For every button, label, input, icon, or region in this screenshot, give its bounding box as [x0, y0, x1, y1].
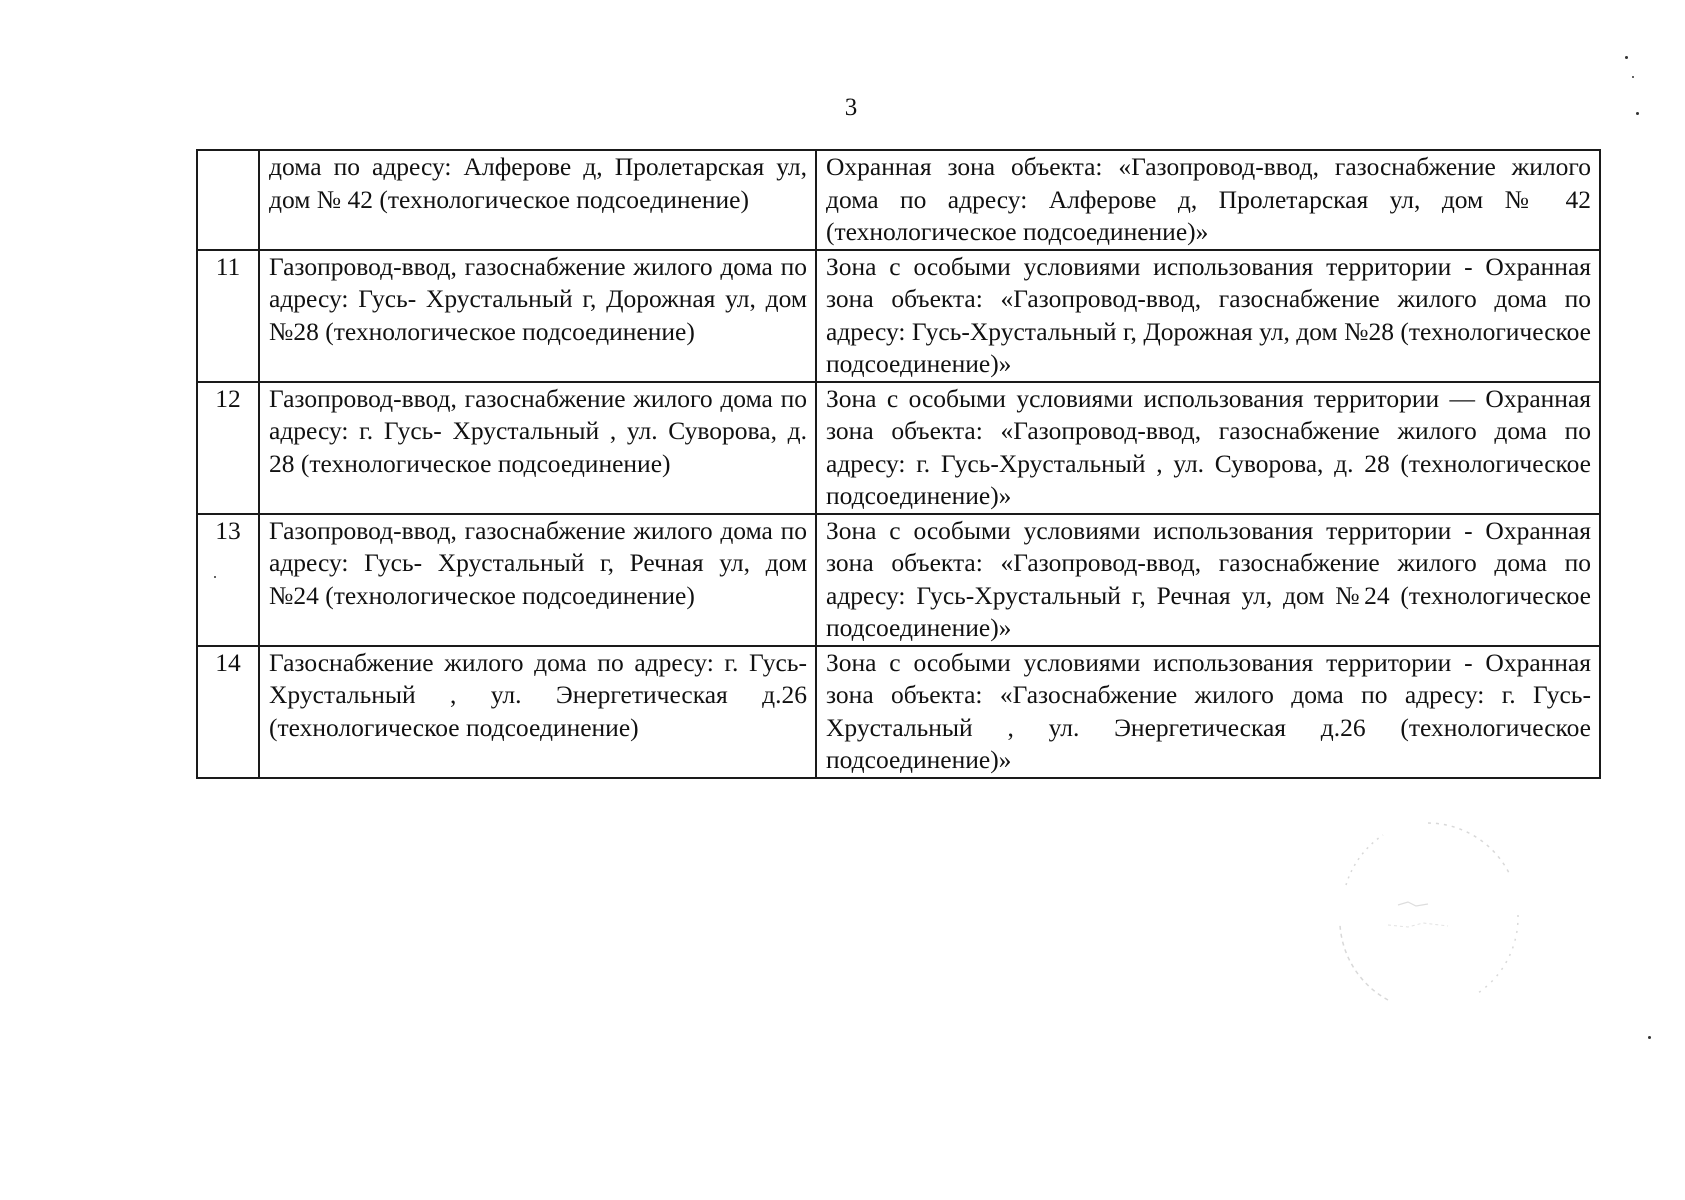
zones-table [196, 149, 1601, 779]
row-number: 12 [197, 382, 259, 514]
object-cell: Газопровод-ввод, газоснабжение жилого дома по адресу: Гусь- Хрустальный г, Дорожная ул, дом №28 (технологическое подсоединение) [259, 250, 816, 382]
zone-cell: Зона с особыми условиями использования территории - Охранная зона объекта: «Газопровод-ввод, газоснабжение жилого дома по адресу: Гусь-Хрустальный г, Дорожная ул, дом №28 (технологическое подсоединение)» [816, 250, 1600, 382]
zone-cell: Зона с особыми условиями использования территории - Охранная зона объекта: «Газоснабжение жилого дома по адресу: г. Гусь-Хрустальный , ул. Энергетическая д.26 (технологическое подсоединение)» [816, 646, 1600, 778]
table-row [197, 514, 1600, 646]
page-number: 3 [844, 94, 858, 121]
table-row [197, 646, 1600, 778]
row-number: 14 [197, 646, 259, 778]
row-number: 13 [197, 514, 259, 646]
table-row [197, 382, 1600, 514]
zone-cell: Зона с особыми условиями использования территории - Охранная зона объекта: «Газопровод-ввод, газоснабжение жилого дома по адресу: Гусь-Хрустальный г, Речная ул, дом №24 (технологическое подсоединение)» [816, 514, 1600, 646]
zone-cell: Охранная зона объекта: «Газопровод-ввод, газоснабжение жилого дома по адресу: Алферове д, Пролетарская ул, дом № 42 (технологическое подсоединение)» [816, 150, 1600, 250]
zone-cell: Зона с особыми условиями использования территории — Охранная зона объекта: «Газопровод-ввод, газоснабжение жилого дома по адресу: г. Гусь-Хрустальный , ул. Суворова, д. 28 (технологическое подсоединение)» [816, 382, 1600, 514]
table-row [197, 150, 1600, 250]
object-cell: Газопровод-ввод, газоснабжение жилого дома по адресу: г. Гусь- Хрустальный , ул. Суворова, д. 28 (технологическое подсоединение) [259, 382, 816, 514]
scan-speck [1648, 1036, 1651, 1039]
object-cell: дома по адресу: Алферове д, Пролетарская ул, дом № 42 (технологическое подсоединение) [259, 150, 816, 250]
scan-speck [1636, 112, 1639, 115]
row-number: 11 [197, 250, 259, 382]
scan-speck [1632, 76, 1634, 78]
scan-speck [214, 576, 216, 578]
scan-speck [1625, 56, 1628, 59]
object-cell: Газопровод-ввод, газоснабжение жилого дома по адресу: Гусь- Хрустальный г, Речная ул, дом №24 (технологическое подсоединение) [259, 514, 816, 646]
table-row [197, 250, 1600, 382]
row-number [197, 150, 259, 250]
object-cell: Газоснабжение жилого дома по адресу: г. Гусь-Хрустальный , ул. Энергетическая д.26 (технологическое подсоединение) [259, 646, 816, 778]
faint-stamp-mark [1328, 815, 1528, 1015]
